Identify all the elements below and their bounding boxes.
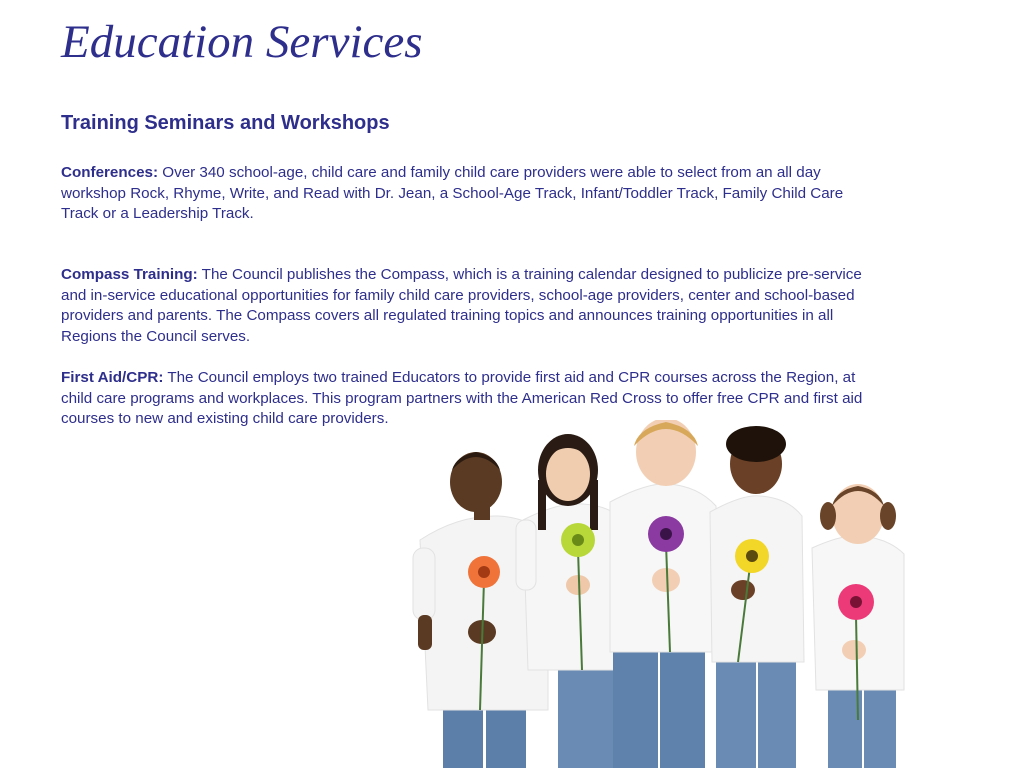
- compass-training-label: Compass Training:: [61, 266, 198, 283]
- first-aid-cpr-text: The Council employs two trained Educators to provide first aid and CPR courses across the Region, at child care programs and workplaces. This program partners with the American Red Cross to offer free CPR and first aid courses to new and existing child care providers.: [61, 369, 863, 427]
- first-aid-cpr-label: First Aid/CPR:: [61, 369, 164, 386]
- child-4: [710, 426, 804, 768]
- compass-training-paragraph: [61, 265, 881, 347]
- conferences-paragraph: [61, 163, 881, 225]
- child-5: [812, 484, 904, 768]
- conferences-text: Over 340 school-age, child care and family child care providers were able to select from an all day workshop Rock, Rhyme, Write, and Read with Dr. Jean, a School-Age Track, Infant/Toddler Track, Family Child Care Track or a Leadership Track.: [61, 164, 844, 222]
- page-title: Education Services: [61, 16, 423, 68]
- conferences-label: Conferences:: [61, 164, 159, 181]
- child-3: [610, 420, 718, 768]
- compass-training-text: The Council publishes the Compass, which is a training calendar designed to publicize pre-service and in-service educational opportunities for family child care providers, school-age providers, center and school-based providers and parents. The Compass covers all regulated training topics and announces training opportunities in all Regions the Council serves.: [61, 266, 862, 345]
- children-with-flowers-photo: [398, 420, 918, 768]
- section-subtitle: Training Seminars and Workshops: [61, 112, 390, 134]
